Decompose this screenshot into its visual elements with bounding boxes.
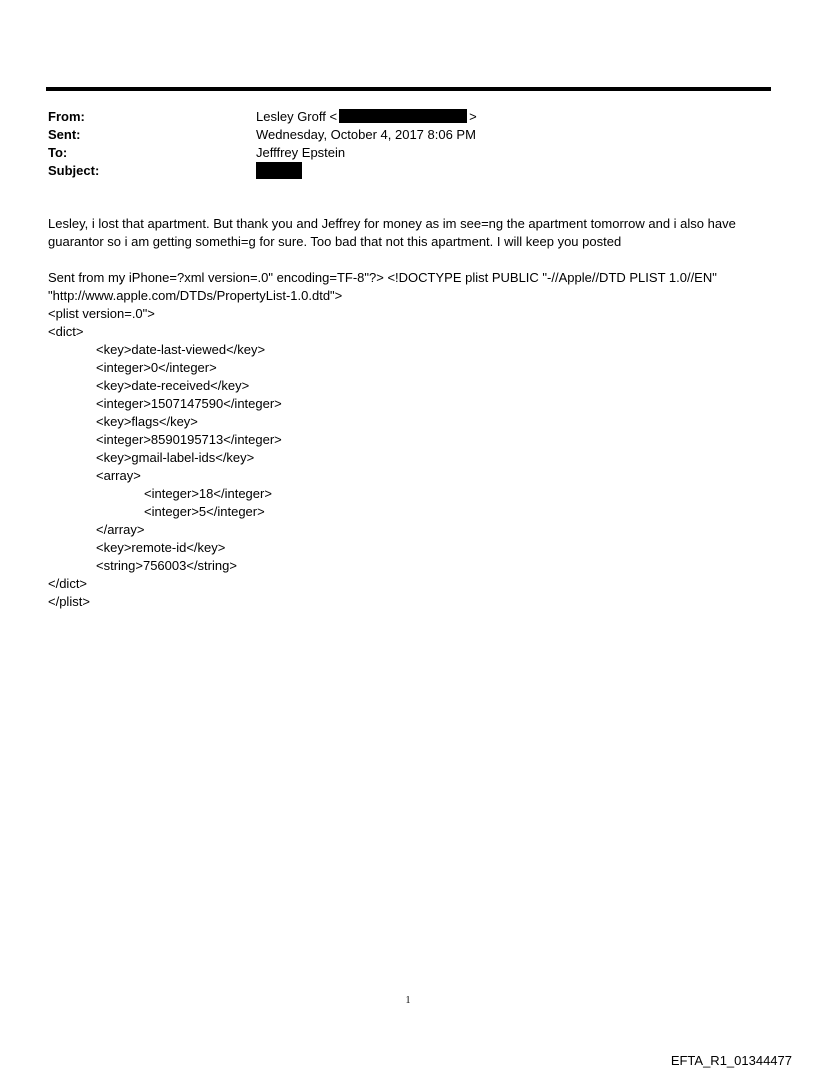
to-label: To:	[48, 145, 68, 160]
dtd-line: "http://www.apple.com/DTDs/PropertyList-1.0.dtd">	[48, 288, 343, 303]
document-id: EFTA_R1_01344477	[670, 1053, 792, 1068]
plist-line: <integer>5</integer>	[144, 504, 265, 519]
to-row	[48, 144, 768, 162]
subject-value	[256, 162, 302, 180]
from-row	[48, 108, 768, 126]
plist-line: </array>	[96, 522, 145, 537]
plist-line: <integer>18</integer>	[144, 486, 272, 501]
subject-label: Subject:	[48, 163, 100, 178]
from-name: Lesley Groff <	[256, 109, 338, 124]
from-close: >	[469, 109, 477, 124]
sent-value: Wednesday, October 4, 2017 8:06 PM	[256, 127, 476, 142]
redacted-email-block	[339, 109, 467, 123]
email-header	[48, 108, 768, 180]
plist-line: <integer>1507147590</integer>	[96, 396, 282, 411]
plist-line: <key>remote-id</key>	[96, 540, 226, 555]
plist-line: <key>date-last-viewed</key>	[96, 342, 266, 357]
plist-line: <integer>0</integer>	[96, 360, 217, 375]
sent-from-line: Sent from my iPhone=?xml version=.0" encoding=TF-8"?> <!DOCTYPE plist PUBLIC "-//Apple//DTD PLIST 1.0//EN"	[48, 270, 717, 285]
to-value: Jefffrey Epstein	[256, 145, 346, 160]
plist-line: <array>	[96, 468, 141, 483]
plist-line: <string>756003</string>	[96, 558, 237, 573]
header-divider	[46, 87, 771, 91]
redacted-subject-block	[256, 162, 302, 179]
plist-line: <integer>8590195713</integer>	[96, 432, 282, 447]
plist-line: <key>gmail-label-ids</key>	[96, 450, 255, 465]
page-number: 1	[405, 995, 411, 1006]
sent-label: Sent:	[48, 127, 81, 142]
sent-row	[48, 126, 768, 144]
plist-line: <key>flags</key>	[96, 414, 198, 429]
from-label: From:	[48, 109, 85, 124]
plist-line: </plist>	[48, 594, 90, 609]
message-paragraph: Lesley, i lost that apartment. But thank you and Jeffrey for money as im see=ng the apartment tomorrow and i also have guarantor so i am getting somethi=g for sure. Too bad that not this apartment. I will keep you posted	[48, 216, 736, 249]
plist-line: <dict>	[48, 324, 84, 339]
subject-row	[48, 162, 768, 180]
from-value	[256, 108, 477, 126]
plist-line: <key>date-received</key>	[96, 378, 250, 393]
email-body	[48, 215, 778, 611]
plist-line: <plist version=.0">	[48, 306, 155, 321]
plist-line: </dict>	[48, 576, 88, 591]
